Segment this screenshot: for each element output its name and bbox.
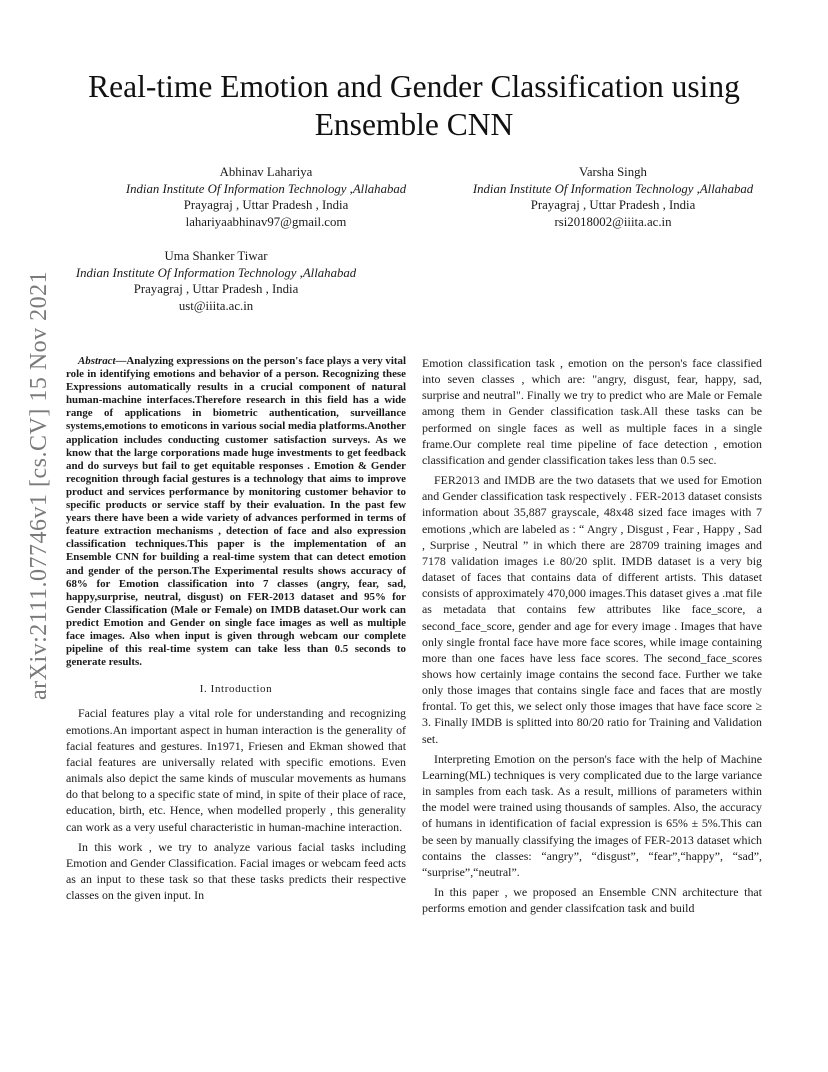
author-email: lahariyaabhinav97@gmail.com bbox=[185, 214, 347, 229]
author-affiliation: Indian Institute Of Information Technology ,Allahabad bbox=[125, 181, 407, 196]
author-location: Prayagraj , Uttar Pradesh , India bbox=[530, 198, 696, 212]
author-affiliation: Indian Institute Of Information Technology ,Allahabad bbox=[75, 265, 357, 280]
paragraph: In this work , we try to analyze various facial tasks including Emotion and Gender Classification. Facial images or webcam feed acts as an input to these task so that these tasks predicts their respective classes on the given input. In bbox=[66, 839, 406, 903]
abstract-label: Abstract bbox=[78, 355, 116, 367]
paragraph: FER2013 and IMDB are the two datasets that we used for Emotion and Gender classification task respectively . FER-2013 dataset consists information about 35,887 grayscale, 48x48 sized face images with 7 emotions ,which are labeled as : “ Angry , Disgust , Fear , Happy , Sad , Surprise , Neutral ” in which there are 28709 training images and 7178 validation images i.e 80/20 split. IMDB dataset is a very big dataset of faces that contains data of different artists. This dataset consists of approximately 470,000 images.This dataset gives a .mat file as metadata that contains few attributes like face_score, a second_face_score, gender and age for every image . Images that have only single frontal face have more face scores, while image containing more than one faces have less face scores. The second_face_scores shows how certainly image contains the second face. Further we take only those images that contains single face and faces that are mostly frontal. To get this, we select only those images that have face score ≥ 3. Finally IMDB is splitted into 80/20 ratio for Training and Validation set. bbox=[422, 473, 762, 746]
author-name: Uma Shanker Tiwar bbox=[164, 249, 268, 263]
paragraph: Facial features play a vital role for understanding and recognizing emotions.An important aspect in human interaction is the generality of facial features and gestures. In1971, Friesen and Ekman showed that facial features are universally related with specific emotions. Even animals also depict the same kinds of muscular movements as humans do that belong to a specific state of mind, in spite of their place of race, education, birth, etc. Hence, when modelled properly , this generality can work as a very useful characteristic in human-machine interaction. bbox=[66, 706, 406, 834]
arxiv-sidebar-stamp: arXiv:2111.07746v1 [cs.CV] 15 Nov 2021 bbox=[26, 270, 52, 700]
paper-title: Real-time Emotion and Gender Classification using Ensemble CNN bbox=[88, 69, 740, 142]
section-heading: I. Introduction bbox=[199, 683, 273, 696]
author-block-2 bbox=[443, 164, 783, 230]
author-location: Prayagraj , Uttar Pradesh , India bbox=[133, 282, 299, 296]
paragraph: Interpreting Emotion on the person's face with the help of Machine Learning(ML) techniques is very complicated due to the large variance in samples from each task. As a result, millions of parameters within the model were trained using thousands of samples. Also, the accuracy of humans in identification of facial expression is 65% ± 5%.This can be seen by manually classifying the images of FER-2013 dataset which contains the classes: “angry”, “disgust”, “fear”,“happy”, “sad”, “surprise”,“neutral”. bbox=[422, 751, 762, 879]
author-block-3 bbox=[46, 248, 386, 314]
author-location: Prayagraj , Uttar Pradesh , India bbox=[183, 198, 349, 212]
author-affiliation: Indian Institute Of Information Technology ,Allahabad bbox=[472, 181, 754, 196]
left-column bbox=[66, 355, 406, 903]
abstract bbox=[66, 355, 406, 669]
author-name: Abhinav Lahariya bbox=[219, 165, 313, 179]
abstract-text: —Analyzing expressions on the person's face plays a very vital role in identifying emotions and behavior of a person. Recognizing these Expressions automatically results in a crucial component of natural human-machine interfaces.Therefore research in this field has a wide range of applications in biometric authentication, surveillance systems,emotions to emoticons in various social media platforms.Another application includes conducting customer satisfaction surveys. As we know that the large corporations made huge investments to get feedback and do surveys but fail to get equitable responses . Emotion & Gender recognition through facial gestures is a technology that aims to improve product and services performance by monitoring customer behavior to specific products or service staff by their evaluation. In the past few years there have been a wide variety of advances performed in terms of feature extraction mechanisms , detection of face and also expression classification techniques.This paper is the implementation of an Ensemble CNN for building a real-time system that can detect emotion and gender of the person.The Experimental results shows accuracy of 68% for Emotion classification into 7 classes (angry, fear, sad, happy,surprise, neutral, disgust) on FER-2013 dataset and 95% for Gender Classification (Male or Female) on IMDB dataset.Our work can predict Emotion and Gender on single face images as well as multiple face images. Also when input is given through webcam our complete pipeline of this real-time system can take less than 0.5 seconds to generate results. bbox=[66, 355, 406, 669]
right-column bbox=[422, 355, 762, 916]
paragraph: In this paper , we proposed an Ensemble CNN architecture that performs emotion and gender classifcation task and build bbox=[422, 885, 762, 916]
author-block-1 bbox=[96, 164, 436, 230]
author-email: rsi2018002@iiita.ac.in bbox=[554, 214, 672, 229]
author-name: Varsha Singh bbox=[579, 165, 647, 179]
paragraph: Emotion classification task , emotion on the person's face classified into seven classes , which are: "angry, disgust, fear, happy, sad, surprise and neutral". Finally we try to predict who are Male or Female among them in Gender classification task.All these tasks can be performed on single faces as well as multiple faces in a single frame.Our complete real time pipeline of face detection , emotion classification and gender classification takes less than 0.5 sec. bbox=[422, 356, 762, 467]
author-email: ust@iiita.ac.in bbox=[178, 298, 254, 313]
